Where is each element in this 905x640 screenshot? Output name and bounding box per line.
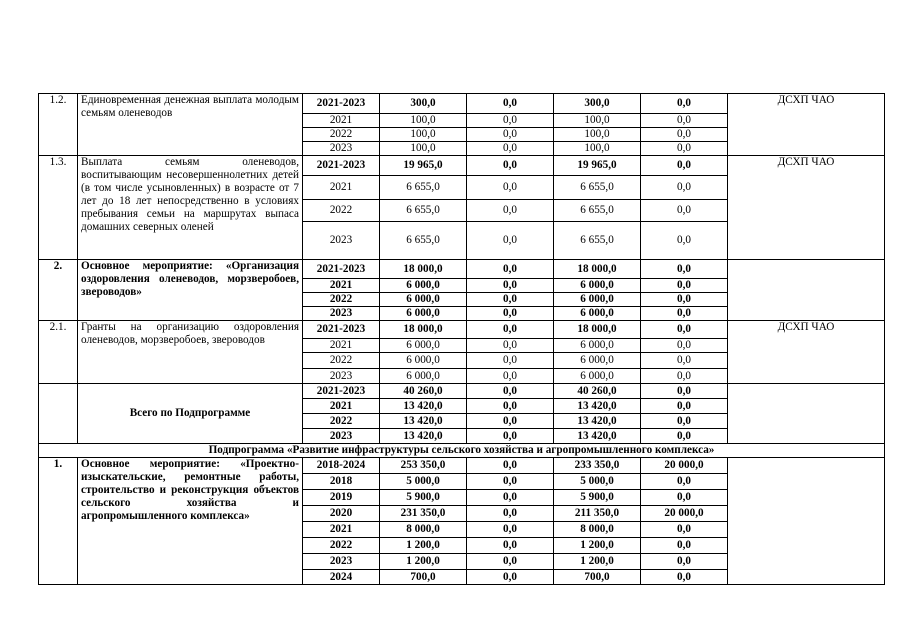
cell-total: 19 965,0 [380, 156, 467, 176]
cell-year: 2023 [303, 369, 380, 384]
cell-year: 2021 [303, 176, 380, 200]
executor: ДСХП ЧАО [728, 321, 885, 384]
cell-year: 2022 [303, 414, 380, 429]
cell-year: 2021-2023 [303, 156, 380, 176]
cell-federal: 0,0 [467, 156, 554, 176]
cell-regional: 13 420,0 [554, 399, 641, 414]
cell-other: 0,0 [641, 128, 728, 142]
measure-name: Всего по Подпрограмме [78, 384, 303, 444]
cell-regional: 700,0 [554, 570, 641, 585]
cell-regional: 100,0 [554, 142, 641, 156]
section-header-row [39, 444, 885, 458]
cell-year: 2022 [303, 538, 380, 554]
cell-other: 0,0 [641, 353, 728, 369]
cell-regional: 6 655,0 [554, 222, 641, 260]
cell-regional: 6 000,0 [554, 369, 641, 384]
section-title: Подпрограмма «Развитие инфраструктуры сельского хозяйства и агропромышленного комплекса» [39, 444, 885, 458]
cell-federal: 0,0 [467, 128, 554, 142]
cell-other: 0,0 [641, 114, 728, 128]
cell-year: 2019 [303, 490, 380, 506]
cell-federal: 0,0 [467, 260, 554, 279]
cell-federal: 0,0 [467, 176, 554, 200]
table-row [39, 156, 885, 176]
cell-regional: 13 420,0 [554, 414, 641, 429]
cell-regional: 19 965,0 [554, 156, 641, 176]
row-number: 2. [39, 260, 78, 321]
cell-other: 0,0 [641, 260, 728, 279]
cell-year: 2021-2023 [303, 94, 380, 114]
executor: ДСХП ЧАО [728, 94, 885, 156]
cell-other: 0,0 [641, 222, 728, 260]
cell-year: 2022 [303, 353, 380, 369]
cell-total: 100,0 [380, 142, 467, 156]
row-number: 2.1. [39, 321, 78, 384]
cell-total: 700,0 [380, 570, 467, 585]
cell-total: 13 420,0 [380, 414, 467, 429]
measure-name: Единовременная денежная выплата молодым семьям оленеводов [78, 94, 303, 156]
cell-total: 6 655,0 [380, 200, 467, 222]
cell-federal: 0,0 [467, 458, 554, 474]
cell-year: 2021 [303, 114, 380, 128]
cell-federal: 0,0 [467, 94, 554, 114]
cell-regional: 18 000,0 [554, 321, 641, 339]
measure-name: Основное мероприятие: «Организация оздоровления оленеводов, морзверобоев, звероводов» [78, 260, 303, 321]
cell-year: 2023 [303, 554, 380, 570]
table-row [39, 384, 885, 399]
cell-other: 0,0 [641, 474, 728, 490]
cell-federal: 0,0 [467, 570, 554, 585]
cell-regional: 6 000,0 [554, 293, 641, 307]
cell-regional: 300,0 [554, 94, 641, 114]
cell-total: 253 350,0 [380, 458, 467, 474]
cell-other: 0,0 [641, 369, 728, 384]
cell-other: 0,0 [641, 554, 728, 570]
cell-regional: 6 000,0 [554, 353, 641, 369]
cell-federal: 0,0 [467, 222, 554, 260]
cell-other: 20 000,0 [641, 458, 728, 474]
cell-other: 0,0 [641, 279, 728, 293]
cell-regional: 18 000,0 [554, 260, 641, 279]
row-number: 1.2. [39, 94, 78, 156]
cell-other: 0,0 [641, 321, 728, 339]
cell-federal: 0,0 [467, 353, 554, 369]
cell-federal: 0,0 [467, 321, 554, 339]
cell-regional: 211 350,0 [554, 506, 641, 522]
cell-year: 2018-2024 [303, 458, 380, 474]
cell-federal: 0,0 [467, 384, 554, 399]
cell-total: 100,0 [380, 114, 467, 128]
cell-other: 0,0 [641, 399, 728, 414]
cell-total: 6 000,0 [380, 369, 467, 384]
cell-federal: 0,0 [467, 200, 554, 222]
cell-total: 13 420,0 [380, 429, 467, 444]
cell-regional: 6 655,0 [554, 176, 641, 200]
row-number: 1.3. [39, 156, 78, 260]
cell-total: 6 655,0 [380, 222, 467, 260]
table-row [39, 260, 885, 279]
cell-other: 0,0 [641, 307, 728, 321]
executor [728, 458, 885, 585]
cell-regional: 6 000,0 [554, 279, 641, 293]
cell-year: 2021 [303, 279, 380, 293]
cell-total: 300,0 [380, 94, 467, 114]
cell-other: 0,0 [641, 156, 728, 176]
table-row [39, 458, 885, 474]
cell-federal: 0,0 [467, 142, 554, 156]
cell-year: 2020 [303, 506, 380, 522]
cell-year: 2018 [303, 474, 380, 490]
cell-other: 0,0 [641, 414, 728, 429]
row-number [39, 384, 78, 444]
cell-federal: 0,0 [467, 474, 554, 490]
cell-federal: 0,0 [467, 399, 554, 414]
cell-year: 2022 [303, 128, 380, 142]
cell-regional: 8 000,0 [554, 522, 641, 538]
executor: ДСХП ЧАО [728, 156, 885, 260]
measure-name: Гранты на организацию оздоровления оленеводов, морзверобоев, звероводов [78, 321, 303, 384]
cell-other: 0,0 [641, 142, 728, 156]
cell-other: 0,0 [641, 293, 728, 307]
cell-total: 8 000,0 [380, 522, 467, 538]
cell-year: 2023 [303, 307, 380, 321]
cell-total: 1 200,0 [380, 554, 467, 570]
cell-year: 2022 [303, 200, 380, 222]
executor [728, 384, 885, 444]
budget-table [38, 93, 885, 585]
cell-other: 0,0 [641, 384, 728, 399]
cell-total: 5 000,0 [380, 474, 467, 490]
cell-federal: 0,0 [467, 414, 554, 429]
cell-regional: 233 350,0 [554, 458, 641, 474]
cell-federal: 0,0 [467, 114, 554, 128]
cell-federal: 0,0 [467, 279, 554, 293]
cell-federal: 0,0 [467, 490, 554, 506]
budget-table-page [38, 93, 885, 585]
cell-regional: 6 000,0 [554, 307, 641, 321]
cell-year: 2024 [303, 570, 380, 585]
cell-total: 13 420,0 [380, 399, 467, 414]
measure-name: Выплата семьям оленеводов, воспитывающим несовершеннолетних детей (в том числе усыновленных) в возрасте от 7 лет до 18 лет непосредственно в условиях пребывания семьи на маршрутах выпаса домашних северных оленей [78, 156, 303, 260]
cell-regional: 100,0 [554, 114, 641, 128]
cell-federal: 0,0 [467, 293, 554, 307]
cell-total: 6 000,0 [380, 293, 467, 307]
cell-total: 40 260,0 [380, 384, 467, 399]
cell-federal: 0,0 [467, 307, 554, 321]
cell-regional: 1 200,0 [554, 554, 641, 570]
cell-other: 20 000,0 [641, 506, 728, 522]
cell-year: 2021-2023 [303, 260, 380, 279]
cell-federal: 0,0 [467, 538, 554, 554]
cell-total: 231 350,0 [380, 506, 467, 522]
cell-federal: 0,0 [467, 522, 554, 538]
cell-other: 0,0 [641, 538, 728, 554]
cell-year: 2021 [303, 399, 380, 414]
cell-total: 6 000,0 [380, 353, 467, 369]
cell-total: 5 900,0 [380, 490, 467, 506]
cell-other: 0,0 [641, 570, 728, 585]
cell-total: 1 200,0 [380, 538, 467, 554]
cell-year: 2023 [303, 222, 380, 260]
executor [728, 260, 885, 321]
cell-other: 0,0 [641, 200, 728, 222]
cell-regional: 6 000,0 [554, 339, 641, 353]
cell-total: 18 000,0 [380, 321, 467, 339]
cell-regional: 1 200,0 [554, 538, 641, 554]
cell-federal: 0,0 [467, 429, 554, 444]
cell-year: 2023 [303, 142, 380, 156]
cell-year: 2021-2023 [303, 321, 380, 339]
cell-federal: 0,0 [467, 554, 554, 570]
cell-regional: 6 655,0 [554, 200, 641, 222]
cell-total: 6 000,0 [380, 339, 467, 353]
cell-regional: 5 900,0 [554, 490, 641, 506]
table-row [39, 94, 885, 114]
cell-total: 18 000,0 [380, 260, 467, 279]
cell-federal: 0,0 [467, 339, 554, 353]
table-row [39, 321, 885, 339]
cell-total: 6 000,0 [380, 307, 467, 321]
cell-federal: 0,0 [467, 369, 554, 384]
measure-name: Основное мероприятие: «Проектно-изыскательские, ремонтные работы, строительство и реконструкция объектов сельского хозяйства и агропромышленного комплекса» [78, 458, 303, 585]
cell-year: 2021-2023 [303, 384, 380, 399]
cell-other: 0,0 [641, 522, 728, 538]
cell-year: 2021 [303, 522, 380, 538]
cell-other: 0,0 [641, 490, 728, 506]
cell-total: 6 655,0 [380, 176, 467, 200]
cell-total: 100,0 [380, 128, 467, 142]
cell-other: 0,0 [641, 94, 728, 114]
cell-regional: 100,0 [554, 128, 641, 142]
cell-year: 2021 [303, 339, 380, 353]
cell-other: 0,0 [641, 176, 728, 200]
cell-regional: 40 260,0 [554, 384, 641, 399]
cell-regional: 13 420,0 [554, 429, 641, 444]
cell-federal: 0,0 [467, 506, 554, 522]
row-number: 1. [39, 458, 78, 585]
cell-year: 2022 [303, 293, 380, 307]
cell-other: 0,0 [641, 429, 728, 444]
cell-total: 6 000,0 [380, 279, 467, 293]
cell-other: 0,0 [641, 339, 728, 353]
cell-regional: 5 000,0 [554, 474, 641, 490]
cell-year: 2023 [303, 429, 380, 444]
